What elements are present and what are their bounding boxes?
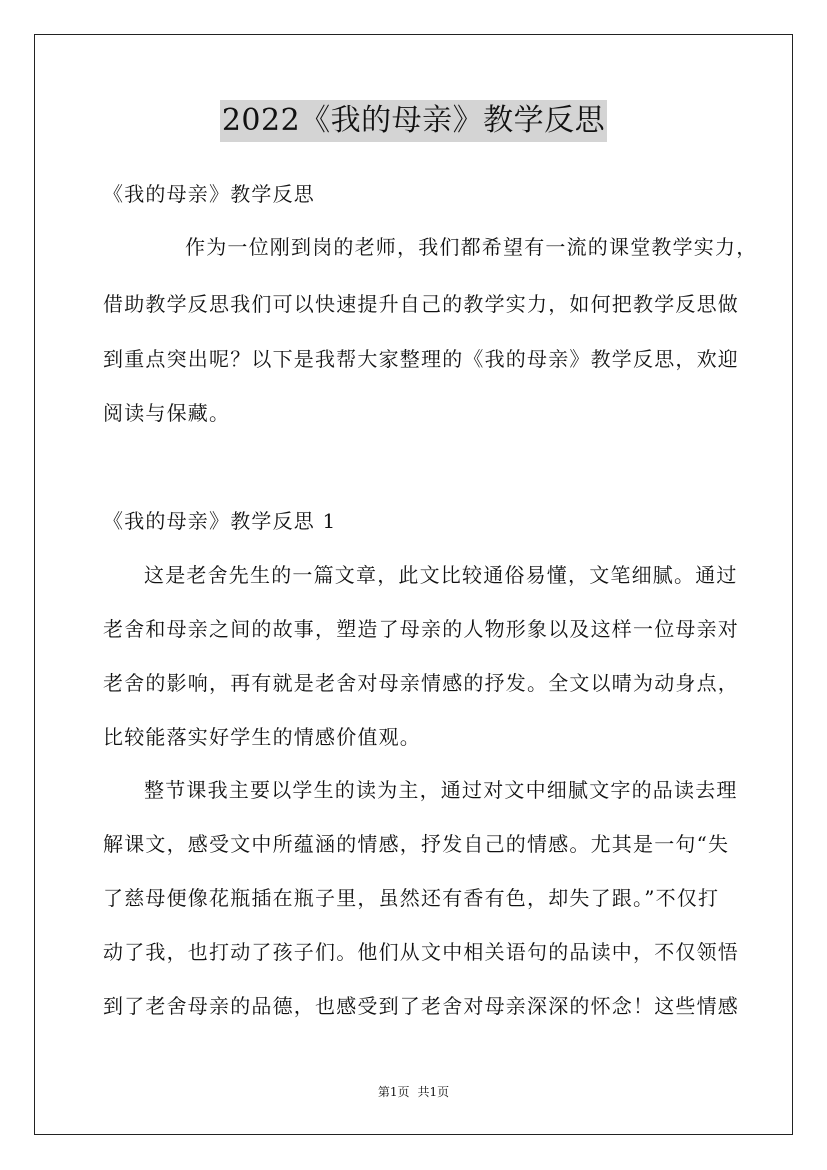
document-title: 2022《我的母亲》教学反思 bbox=[220, 100, 607, 142]
p2-line-1: 整节课我主要以学生的读为主，通过对文中细腻文字的品读去理 bbox=[144, 778, 738, 802]
p2-line-3: 了慈母便像花瓶插在瓶子里，虽然还有香有色，却失了跟。”不仅打 bbox=[103, 886, 720, 910]
document-subtitle: 《我的母亲》教学反思 bbox=[103, 182, 315, 206]
intro-line-4: 阅读与保藏。 bbox=[103, 401, 231, 425]
intro-line-2: 借助教学反思我们可以快速提升自己的教学实力，如何把教学反思做 bbox=[103, 292, 739, 316]
p1-line-1: 这是老舍先生的一篇文章，此文比较通俗易懂，文笔细腻。通过 bbox=[144, 563, 738, 587]
p1-line-2: 老舍和母亲之间的故事，塑造了母亲的人物形象以及这样一位母亲对 bbox=[103, 617, 739, 641]
section-heading: 《我的母亲》教学反思 1 bbox=[103, 509, 337, 533]
page-number: 第1页 bbox=[377, 1085, 410, 1099]
page-total: 共1页 bbox=[417, 1085, 450, 1099]
intro-line-3: 到重点突出呢？以下是我帮大家整理的《我的母亲》教学反思，欢迎 bbox=[103, 347, 739, 371]
p2-line-4: 动了我，也打动了孩子们。他们从文中相关语句的品读中，不仅领悟 bbox=[103, 940, 739, 964]
page-footer bbox=[0, 1084, 827, 1100]
p1-line-4: 比较能落实好学生的情感价值观。 bbox=[103, 725, 421, 749]
p2-line-5: 到了老舍母亲的品德，也感受到了老舍对母亲深深的怀念！这些情感 bbox=[103, 994, 739, 1018]
title-container bbox=[0, 100, 827, 142]
p1-line-3: 老舍的影响，再有就是老舍对母亲情感的抒发。全文以晴为动身点， bbox=[103, 671, 739, 695]
intro-line-1: 作为一位刚到岗的老师，我们都希望有一流的课堂教学实力， bbox=[185, 235, 758, 259]
p2-line-2: 解课文，感受文中所蕴涵的情感，抒发自己的情感。尤其是一句“失 bbox=[103, 832, 730, 856]
